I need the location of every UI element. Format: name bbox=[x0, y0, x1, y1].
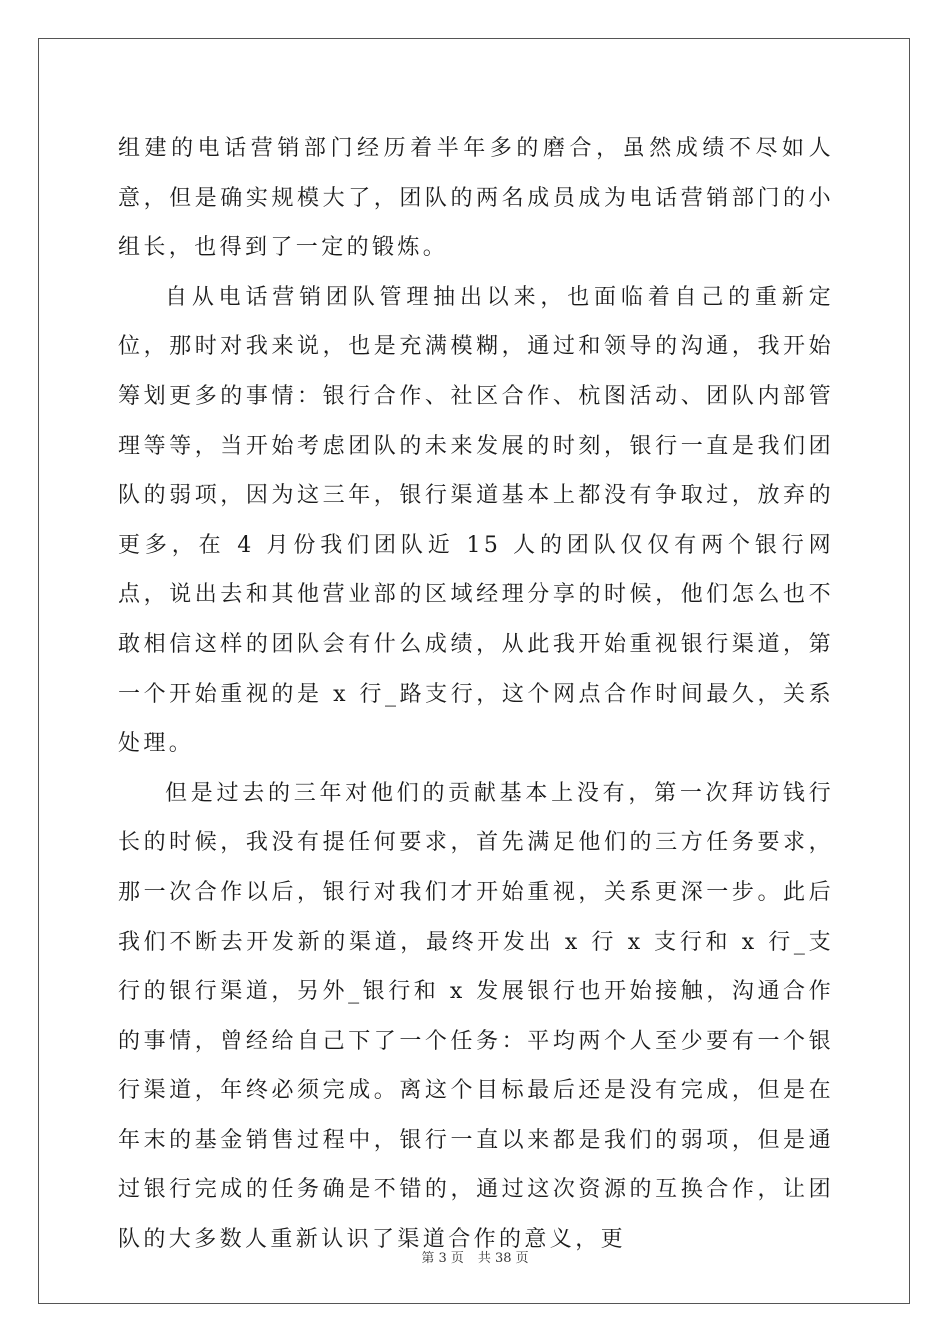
document-body bbox=[118, 124, 834, 1265]
paragraph-2: 自从电话营销团队管理抽出以来，也面临着自己的重新定位，那时对我来说，也是充满模糊，通过和领导的沟通，我开始筹划更多的事情：银行合作、社区合作、杭图活动、团队内部管理等等，当开始考虑团队的未来发展的时刻，银行一直是我们团队的弱项，因为这三年，银行渠道基本上都没有争取过，放弃的更多，在 4 月份我们团队近 15 人的团队仅仅有两个银行网点，说出去和其他营业部的区域经理分享的时候，他们怎么也不敢相信这样的团队会有什么成绩，从此我开始重视银行渠道，第一个开始重视的是 x 行_路支行，这个网点合作时间最久，关系处理。 bbox=[118, 284, 834, 757]
paragraph-3: 但是过去的三年对他们的贡献基本上没有，第一次拜访钱行长的时候，我没有提任何要求，首先满足他们的三方任务要求，那一次合作以后，银行对我们才开始重视，关系更深一步。此后我们不断去开发新的渠道，最终开发出 x 行 x 支行和 x 行_支行的银行渠道，另外_银行和 x 发展银行也开始接触，沟通合作的事情，曾经给自己下了一个任务：平均两个人至少要有一个银行渠道，年终必须完成。离这个目标最后还是没有完成，但是在年末的基金销售过程中，银行一直以来都是我们的弱项，但是通过银行完成的任务确是不错的，通过这次资源的互换合作，让团队的大多数人重新认识了渠道合作的意义，更 bbox=[118, 780, 834, 1253]
page-number: 第 3 页 bbox=[421, 1251, 464, 1266]
page-footer bbox=[0, 1247, 950, 1266]
paragraph-1: 组建的电话营销部门经历着半年多的磨合，虽然成绩不尽如人意，但是确实规模大了，团队的两名成员成为电话营销部门的小组长，也得到了一定的锻炼。 bbox=[118, 136, 834, 261]
page-total: 共 38 页 bbox=[477, 1251, 529, 1266]
